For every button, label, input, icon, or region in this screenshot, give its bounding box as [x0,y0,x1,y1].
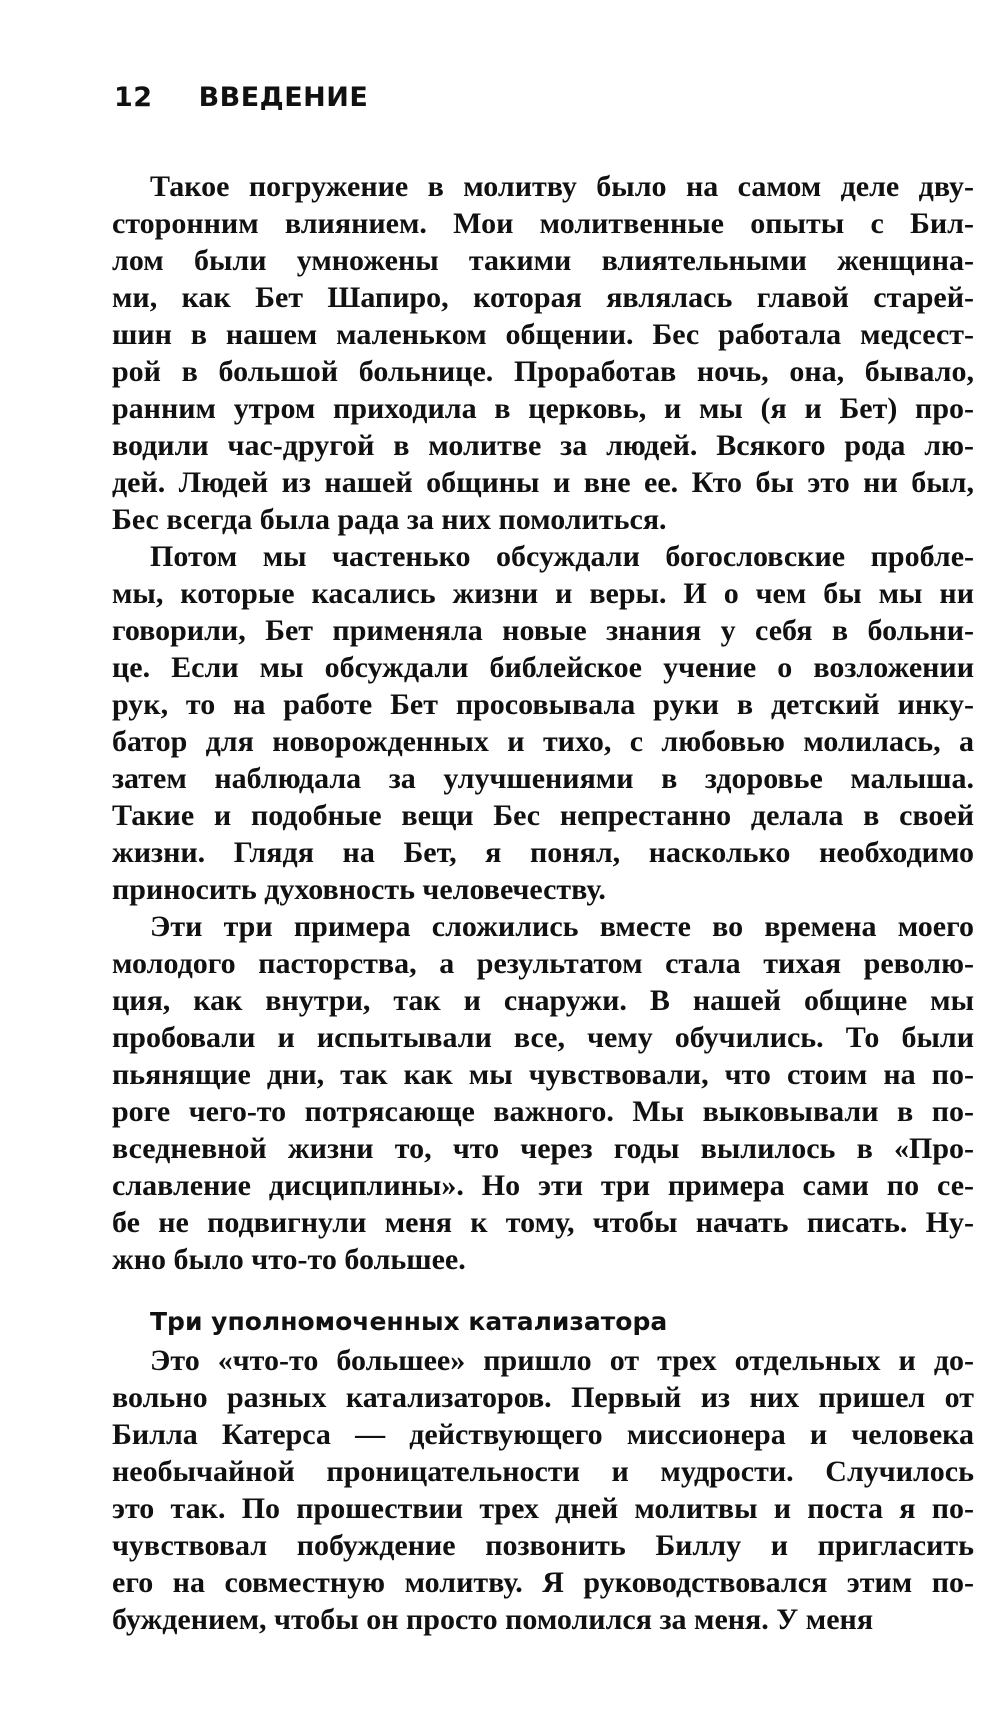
text-line: дей. Людей из нашей общины и вне ее. Кто бы это ни был, [112,466,974,499]
subheading: Три уполномоченных катализатора [150,1307,668,1336]
body-text [112,168,974,1638]
paragraph [112,908,974,1278]
paragraph [112,538,974,908]
text-line: батор для новорожденных и тихо, с любовью молилась, а [112,725,974,758]
text-line: вольно разных катализаторов. Первый из них пришел от [112,1381,974,1414]
text-line: это так. По прошествии трех дней молитвы и поста я по- [112,1492,974,1525]
text-line: мы, которые касались жизни и веры. И о чем бы мы ни [112,577,974,610]
text-line: вседневной жизни то, что через годы вылилось в «Про- [112,1132,974,1165]
text-line: молодого пасторства, а результатом стала тихая револю- [112,947,974,980]
text-line: жно было что-то большее. [112,1243,466,1276]
text-line: рук, то на работе Бет просовывала руки в детский инку- [112,688,974,721]
text-line: жизни. Глядя на Бет, я понял, насколько необходимо [112,836,974,869]
text-line: Такие и подобные вещи Бес непрестанно делала в своей [112,799,974,832]
text-line: це. Если мы обсуждали библейское учение о возложении [112,651,974,684]
section-gap [112,1278,974,1302]
text-line: приносить духовность человечеству. [112,873,606,906]
section-title: ВВЕДЕНИЕ [198,82,369,113]
text-line: чувствовал побуждение позвонить Биллу и пригласить [112,1529,974,1562]
text-line: пьянящие дни, так как мы чувствовали, что стоим на по- [112,1058,974,1091]
page-number: 12 [114,82,153,113]
text-line: сторонним влиянием. Мои молитвенные опыты с Бил- [112,207,974,240]
text-line: буждением, чтобы он просто помолился за меня. У меня [112,1603,874,1636]
text-line: шин в нашем маленьком общении. Бес работала медсест- [112,318,974,351]
text-line: Это «что-то большее» пришло от трех отдельных и до- [150,1344,974,1377]
text-line: славление дисциплины». Но эти три примера сами по се- [112,1169,974,1202]
text-line: Билла Катерса — действующего миссионера и человека [112,1418,974,1451]
text-line: бе не подвигнули меня к тому, чтобы начать писать. Ну- [112,1206,974,1239]
text-line: необычайной проницательности и мудрости. Случилось [112,1455,974,1488]
text-line: ми, как Бет Шапиро, которая являлась главой старей- [112,281,974,314]
text-line: водили час-другой в молитве за людей. Всякого рода лю- [112,429,974,462]
text-line: лом были умножены такими влиятельными женщина- [112,244,974,277]
text-line: затем наблюдала за улучшениями в здоровье малыша. [112,762,974,795]
running-head [114,82,368,113]
text-line: Потом мы частенько обсуждали богословские пробле- [150,540,974,573]
paragraph [112,1342,974,1638]
text-line: говорили, Бет применяла новые знания у себя в больни- [112,614,974,647]
text-line: пробовали и испытывали все, чему обучились. То были [112,1021,974,1054]
text-line: рой в большой больнице. Проработав ночь, она, бывало, [112,355,974,388]
text-line: Бес всегда была рада за них помолиться. [112,503,667,536]
text-line: ция, как внутри, так и снаружи. В нашей общине мы [112,984,974,1017]
text-line: ранним утром приходила в церковь, и мы (я и Бет) про- [112,392,974,425]
text-line: Эти три примера сложились вместе во времена моего [150,910,974,943]
text-line: его на совместную молитву. Я руководствовался этим по- [112,1566,974,1599]
text-line: Такое погружение в молитву было на самом деле дву- [150,170,974,203]
text-line: роге чего-то потрясающе важного. Мы выковывали в по- [112,1095,974,1128]
paragraph [112,168,974,538]
